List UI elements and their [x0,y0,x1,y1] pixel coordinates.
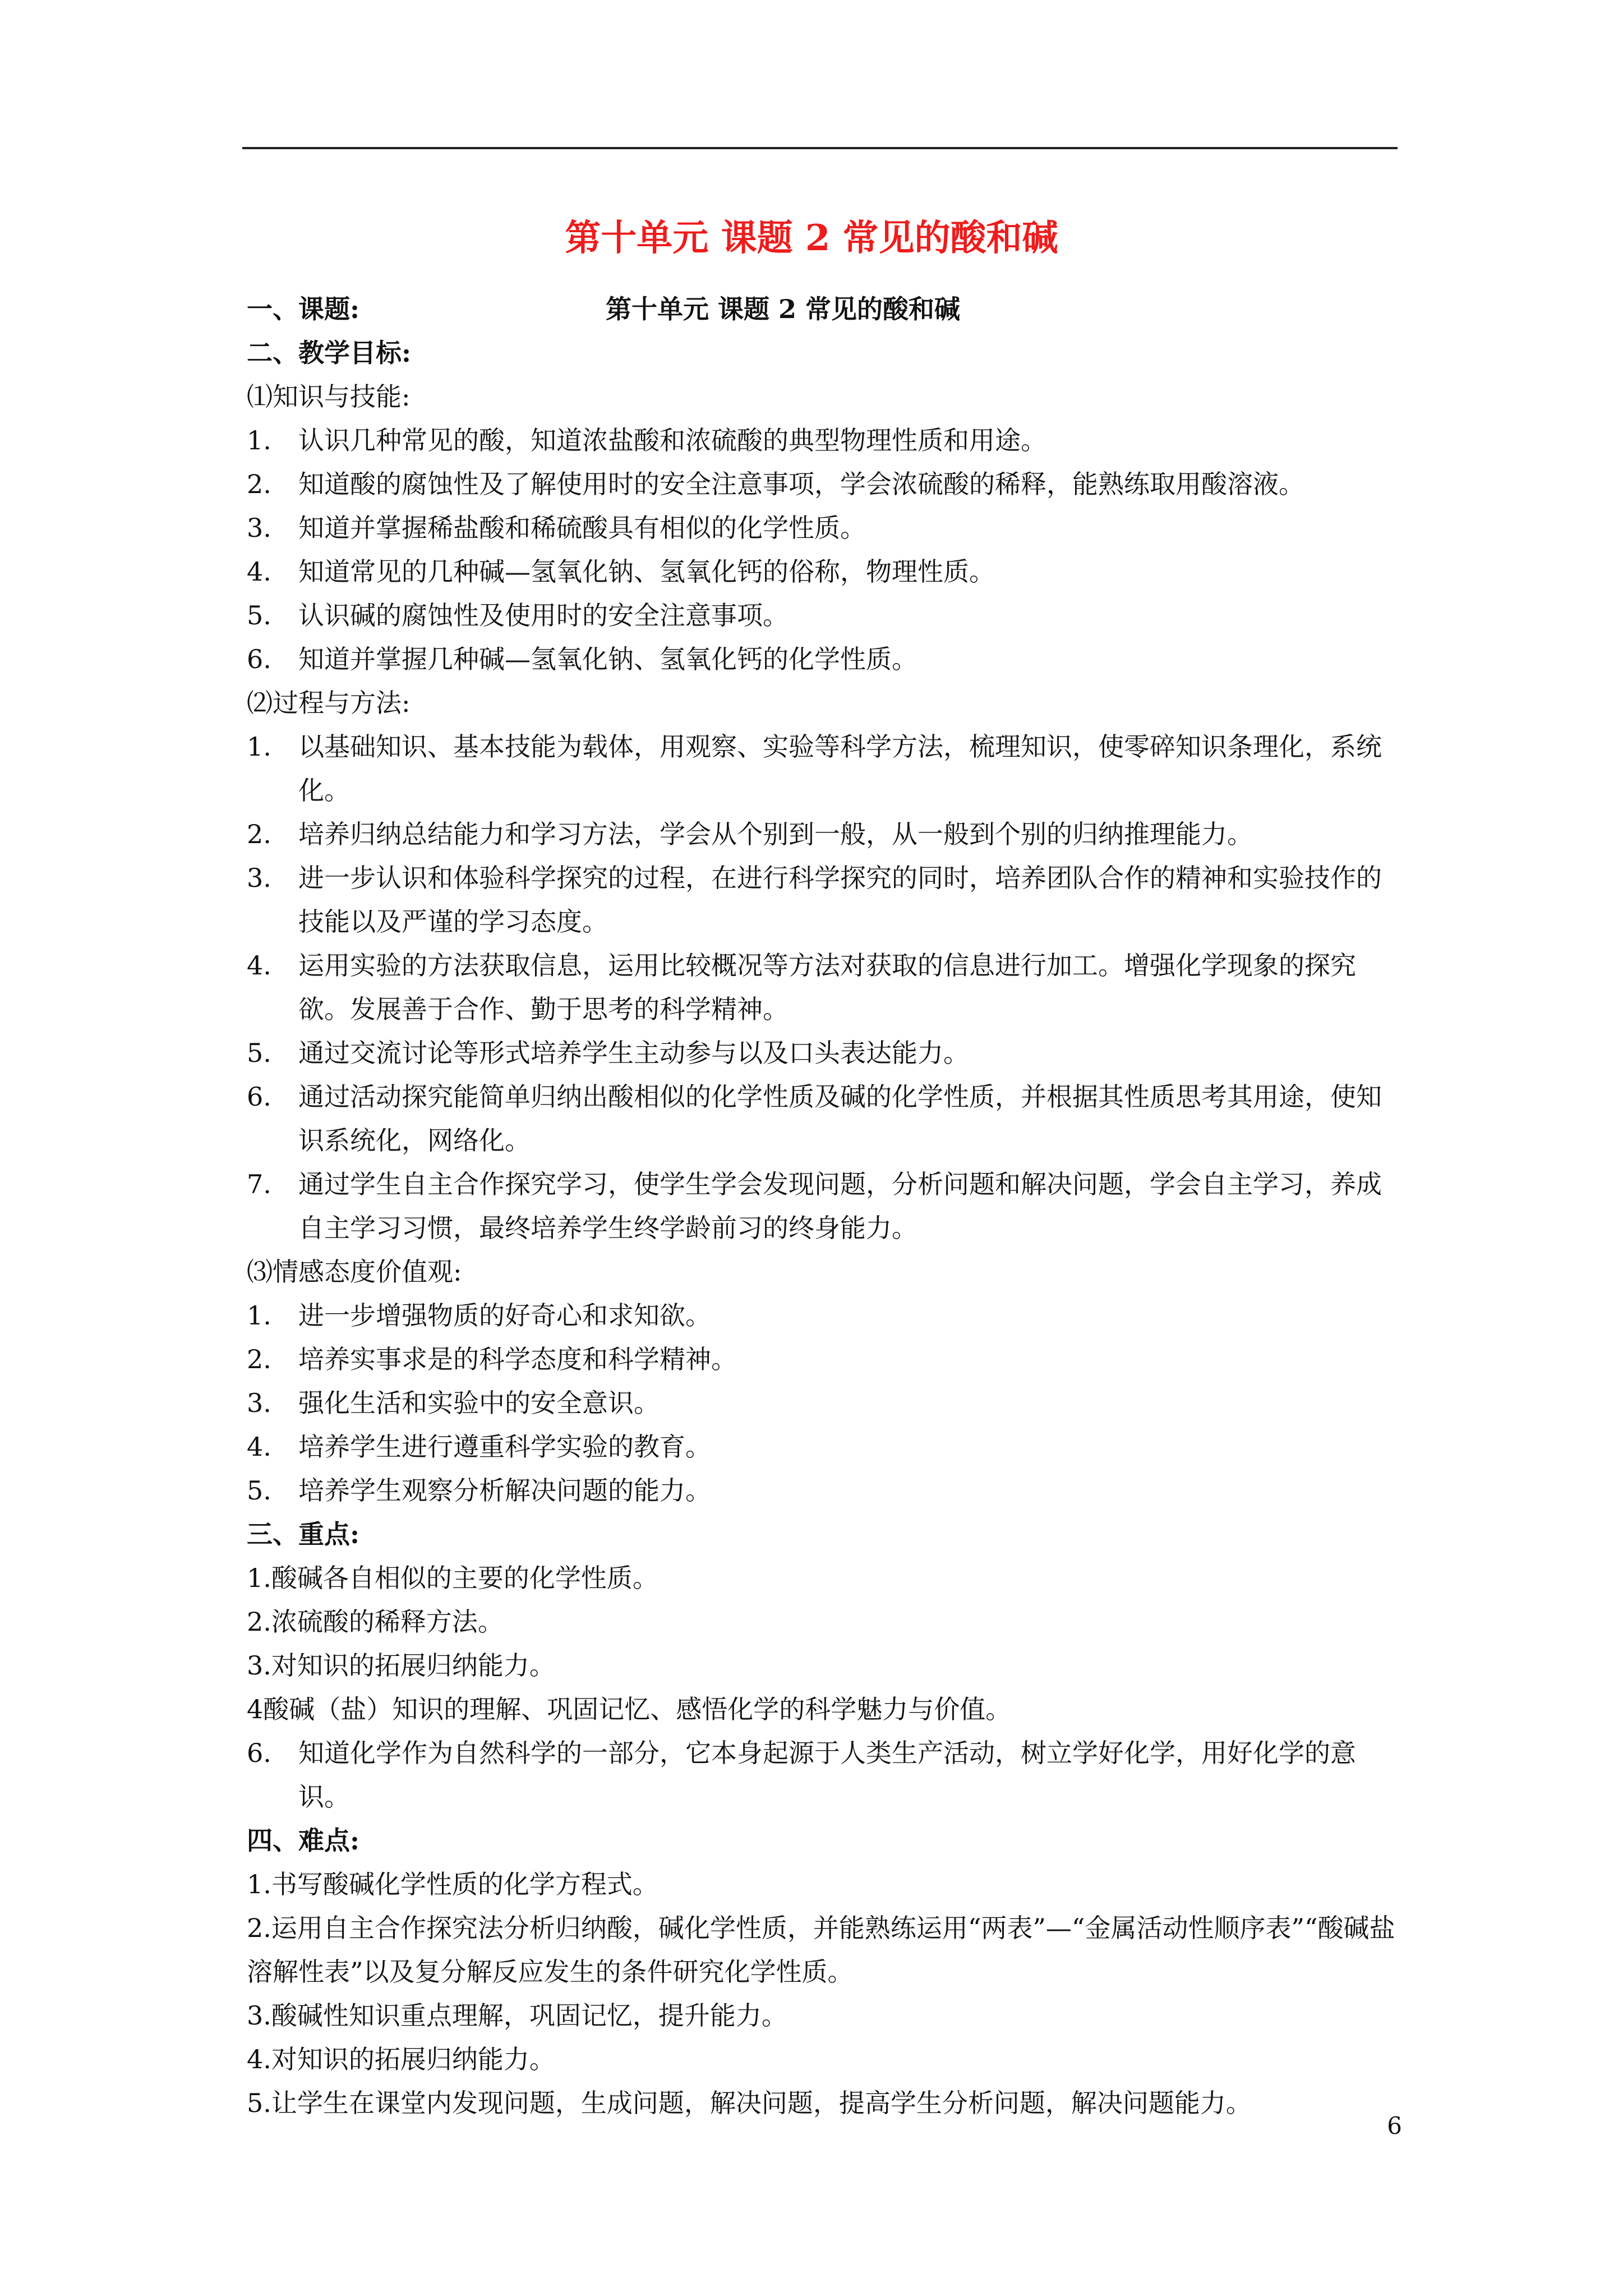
item-text: 通过活动探究能简单归纳出酸相似的化学性质及碱的化学性质，并根据其性质思考其用途，使知识系统化，网络化。 [298,1082,1382,1156]
item-number: 4. [247,2044,271,2074]
difficulties-heading: 四、难点: [247,1825,359,1856]
list-item [247,418,1398,462]
list-item [247,944,1398,1031]
item-number: 2. [247,1344,271,1374]
item-number: 6. [247,1738,271,1768]
item-number: 2. [247,819,271,849]
item-text: 强化生活和实验中的安全意识。 [298,1388,660,1418]
item-text: 知道并掌握稀盐酸和稀硫酸具有相似的化学性质。 [298,513,866,543]
list-item [247,1469,1398,1512]
list-item [247,1075,1398,1162]
item-number: 4. [247,1432,271,1462]
list-item [247,1381,1398,1425]
list-item [247,1644,1398,1687]
item-number: 1. [247,1563,271,1593]
list-item [247,1731,1398,1819]
page-number: 6 [1387,2112,1402,2139]
item-number: 4. [247,950,271,981]
list-item [247,1687,1398,1731]
item-number: 1. [247,1300,271,1331]
list-item [247,812,1398,856]
goals-heading: 二、教学目标: [247,338,411,368]
item-number: 4 [247,1694,264,1724]
list-item [247,1162,1398,1250]
item-text: 进一步增强物质的好奇心和求知欲。 [298,1300,711,1331]
item-text: 通过交流讨论等形式培养学生主动参与以及口头表达能力。 [298,1038,969,1068]
item-text: 对知识的拓展归纳能力。 [271,2044,555,2074]
item-text: 知道并掌握几种碱—氢氧化钠、氢氧化钙的化学性质。 [298,644,917,674]
list-item [247,1294,1398,1337]
topic-row [247,287,1398,331]
item-text: 酸碱性知识重点理解，巩固记忆，提升能力。 [271,2000,787,2031]
item-text: 知道常见的几种碱—氢氧化钠、氢氧化钙的俗称，物理性质。 [298,556,995,587]
document-body [247,287,1398,2125]
list-item [247,462,1398,506]
item-number: 1. [247,425,271,455]
item-number: 4. [247,556,271,587]
list-item [247,856,1398,944]
list-item [247,2037,1398,2081]
item-text: 认识几种常见的酸，知道浓盐酸和浓硫酸的典型物理性质和用途。 [298,425,1046,455]
topic-value: 第十单元 课题 2 常见的酸和碱 [606,294,961,324]
item-text: 进一步认识和体验科学探究的过程，在进行科学探究的同时，培养团队合作的精神和实验技作的技能以及严谨的学习态度。 [298,863,1382,937]
item-text: 知道酸的腐蚀性及了解使用时的安全注意事项，学会浓硫酸的稀释，能熟练取用酸溶液。 [298,469,1304,499]
item-number: 1. [247,1869,271,1899]
list-item [247,1031,1398,1075]
item-number: 3. [247,1388,271,1418]
item-text: 认识碱的腐蚀性及使用时的安全注意事项。 [298,600,789,631]
list-item [247,506,1398,550]
item-text: 对知识的拓展归纳能力。 [271,1650,555,1681]
item-number: 7. [247,1169,271,1199]
item-number: 2. [247,1913,271,1943]
item-number: 5. [247,1475,271,1506]
list-item [247,1600,1398,1644]
item-number: 3. [247,2000,271,2031]
list-item [247,2081,1398,2125]
item-text: 通过学生自主合作探究学习，使学生学会发现问题，分析问题和解决问题，学会自主学习，养成自主学习习惯，最终培养学生终学龄前习的终身能力。 [298,1169,1382,1243]
item-text: 让学生在课堂内发现问题，生成问题，解决问题，提高学生分析问题，解决问题能力。 [271,2088,1252,2118]
item-text: 培养归纳总结能力和学习方法，学会从个别到一般，从一般到个别的归纳推理能力。 [298,819,1253,849]
item-text: 运用自主合作探究法分析归纳酸，碱化学性质，并能熟练运用“两表”—“金属活动性顺序表”“酸碱盐溶解性表”以及复分解反应发生的条件研究化学性质。 [247,1913,1395,1987]
list-item [247,1862,1398,1906]
item-number: 2. [247,1607,271,1637]
header-rule [242,147,1398,149]
list-item [247,725,1398,812]
list-item [247,1994,1398,2037]
list-item [247,1906,1398,1994]
item-number: 1. [247,731,271,762]
item-number: 2. [247,469,271,499]
list-item [247,637,1398,681]
list-item [247,593,1398,637]
key-points-heading: 三、重点: [247,1519,359,1549]
item-number: 3. [247,863,271,893]
list-item [247,1556,1398,1600]
item-number: 6. [247,644,271,674]
item-number: 6. [247,1082,271,1112]
document-title: 第十单元 课题 2 常见的酸和碱 [565,217,1058,259]
item-text: 酸碱（盐）知识的理解、巩固记忆、感悟化学的科学魅力与价值。 [263,1694,1012,1724]
emotion-label: ⑶情感态度价值观: [247,1257,462,1287]
item-number: 3. [247,1650,271,1681]
item-text: 以基础知识、基本技能为载体，用观察、实验等科学方法，梳理知识，使零碎知识条理化，系统化。 [298,731,1382,806]
list-item [247,550,1398,593]
item-text: 书写酸碱化学性质的化学方程式。 [271,1869,658,1899]
item-text: 浓硫酸的稀释方法。 [271,1607,504,1637]
item-text: 酸碱各自相似的主要的化学性质。 [271,1563,658,1593]
list-item [247,1425,1398,1469]
item-number: 3. [247,513,271,543]
item-text: 培养学生进行遵重科学实验的教育。 [298,1432,711,1462]
process-label: ⑵过程与方法: [247,688,411,718]
topic-label: 一、课题: [247,294,359,324]
item-number: 5. [247,2088,271,2118]
item-text: 知道化学作为自然科学的一部分，它本身起源于人类生产活动，树立学好化学，用好化学的意识。 [298,1738,1356,1812]
item-text: 运用实验的方法获取信息，运用比较概况等方法对获取的信息进行加工。增强化学现象的探究欲。发展善于合作、勤于思考的科学精神。 [298,950,1356,1024]
item-number: 5. [247,600,271,631]
item-text: 培养实事求是的科学态度和科学精神。 [298,1344,737,1374]
item-text: 培养学生观察分析解决问题的能力。 [298,1475,711,1506]
knowledge-label: ⑴知识与技能: [247,381,411,412]
item-number: 5. [247,1038,271,1068]
list-item [247,1337,1398,1381]
